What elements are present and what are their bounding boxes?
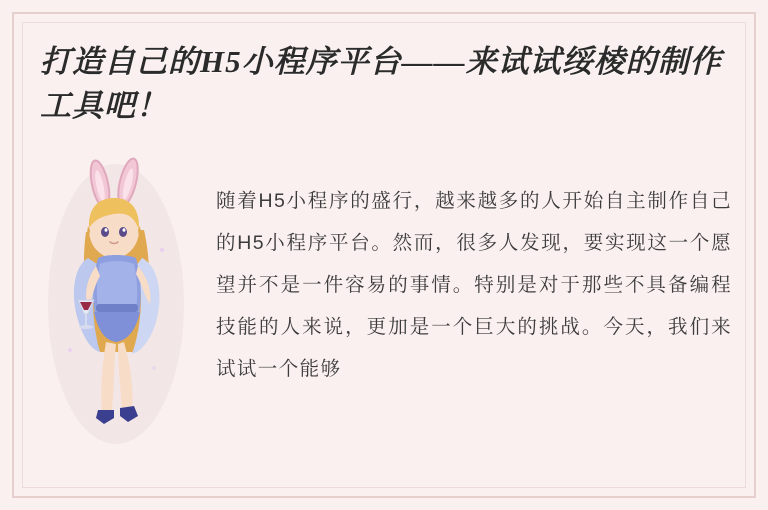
illustration-svg	[44, 154, 194, 446]
anime-girl-with-bunny-ears-illustration	[44, 154, 194, 446]
article-content	[36, 34, 732, 476]
article-body-area	[36, 154, 732, 454]
article-paragraph: 随着H5小程序的盛行，越来越多的人开始自主制作自己的H5小程序平台。然而，很多人发现，要实现这一个愿望并不是一件容易的事情。特别是对于那些不具备编程技能的人来说，更加是一个巨大的挑战。今天，我们来试试一个能够	[216, 189, 732, 380]
page-title: 打造自己的H5小程序平台——来试试绥棱的制作工具吧！	[40, 44, 722, 123]
